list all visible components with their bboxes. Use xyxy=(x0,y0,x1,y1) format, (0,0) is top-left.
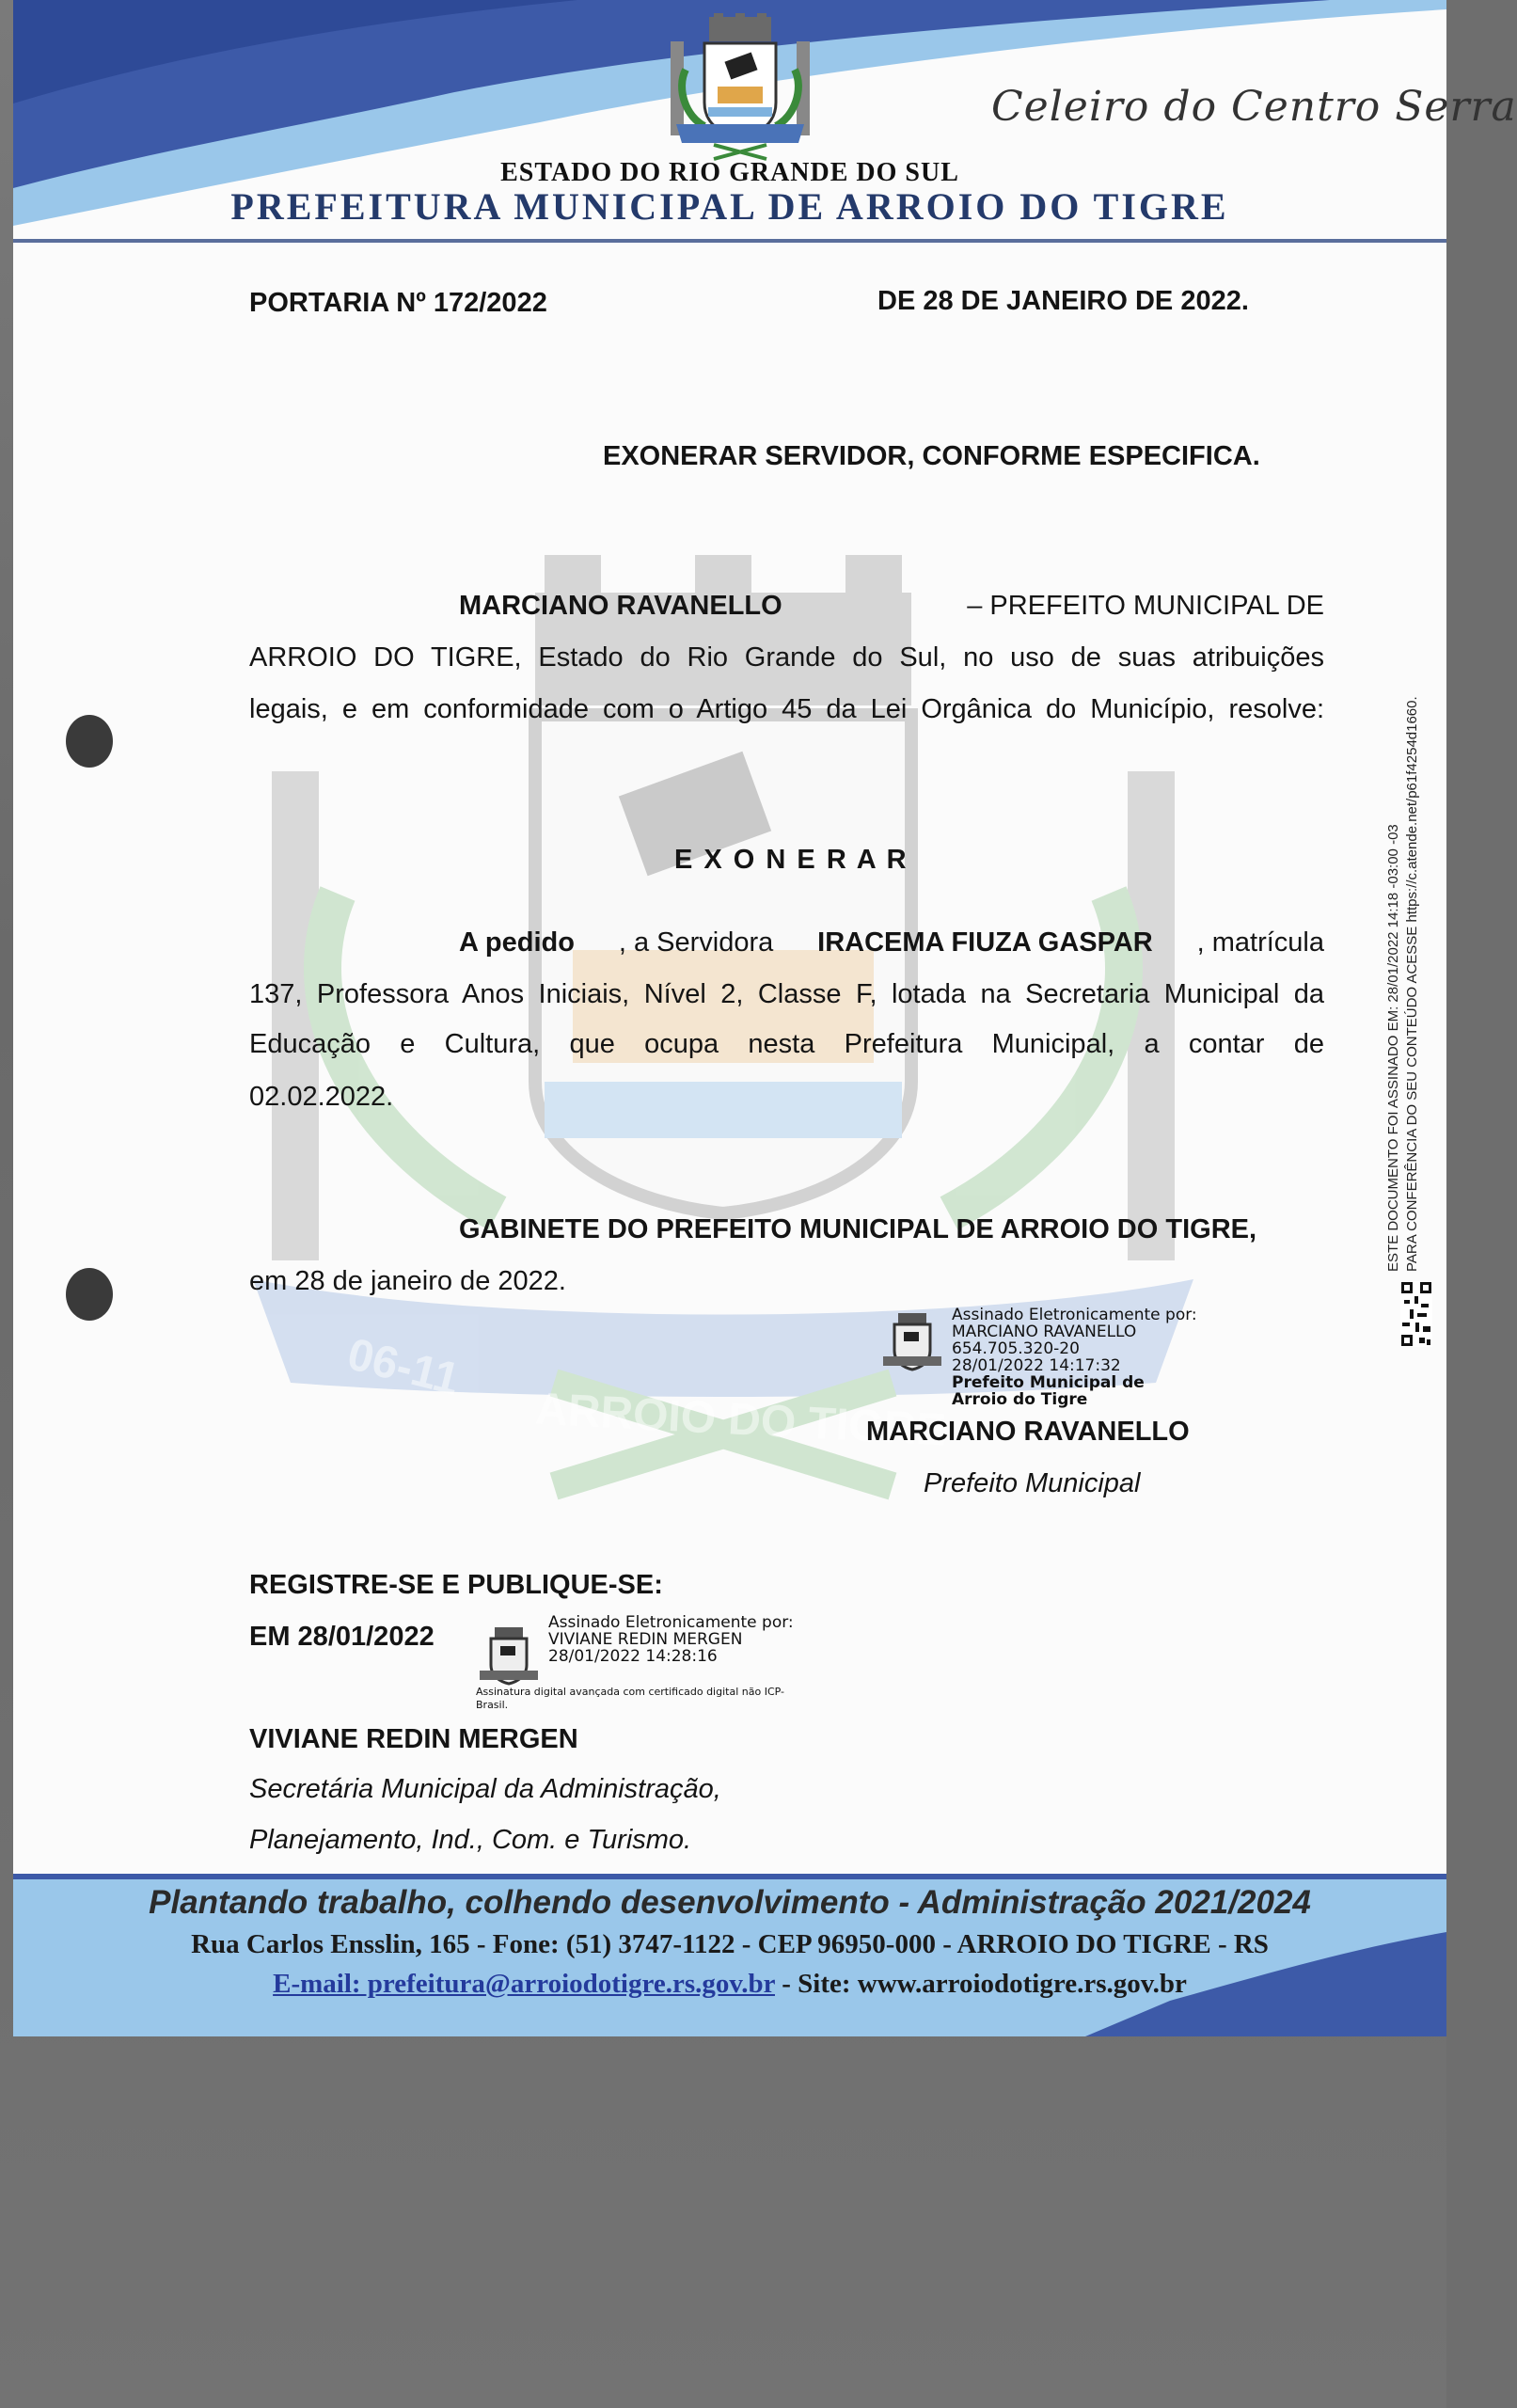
header-slogan: Celeiro do Centro Serra xyxy=(991,83,1517,131)
mayor-title: Prefeito Municipal xyxy=(924,1468,1141,1498)
punch-hole xyxy=(66,1268,113,1321)
header-city-title: PREFEITURA MUNICIPAL DE ARROIO DO TIGRE xyxy=(230,185,1229,228)
secretary-title-2: Planejamento, Ind., Com. e Turismo. xyxy=(249,1825,692,1855)
portaria-number: PORTARIA Nº 172/2022 xyxy=(249,288,547,318)
mayor-e-signature xyxy=(952,1307,1197,1408)
watermark-banner-number: 06-11 xyxy=(342,1329,465,1405)
register-heading: REGISTRE-SE E PUBLIQUE-SE: xyxy=(249,1570,663,1600)
header-divider xyxy=(13,239,1446,243)
body-request: A pedido xyxy=(459,927,575,958)
side-stamp-line-2: PARA CONFERÊNCIA DO SEU CONTEÚDO ACESSE https://c.atende.net/p61f4254d1660. xyxy=(1404,696,1420,1272)
qr-code-icon xyxy=(1400,1281,1432,1347)
secretary-name: VIVIANE REDIN MERGEN xyxy=(249,1724,578,1754)
mayor-name: MARCIANO RAVANELLO xyxy=(866,1417,1190,1447)
mayor-sig-role-1: Prefeito Municipal de xyxy=(952,1373,1145,1392)
register-date: EM 28/01/2022 xyxy=(249,1622,435,1652)
secretary-sig-note xyxy=(476,1686,784,1712)
portaria-date: DE 28 DE JANEIRO DE 2022. xyxy=(877,286,1249,316)
closing-date: em 28 de janeiro de 2022. xyxy=(249,1266,566,1296)
body-line-2: 137, Professora Anos Iniciais, Nível 2, Classe F, lotada na Secretaria Municipal da xyxy=(249,979,1324,1009)
document-page xyxy=(13,0,1517,2036)
secretary-sig-line-1: Assinado Eletronicamente por: xyxy=(548,1613,794,1632)
secretary-sig-note-1: Assinatura digital avançada com certificado digital não ICP- xyxy=(476,1686,784,1698)
body-line-1 xyxy=(459,927,1324,958)
header-state: ESTADO DO RIO GRANDE DO SUL xyxy=(500,158,959,187)
body-line-4: 02.02.2022. xyxy=(249,1082,394,1112)
watermark-banner-text: ARROIO DO TIGRE xyxy=(533,1384,948,1456)
footer-email-link[interactable]: E-mail: prefeitura@arroiodotigre.rs.gov.br xyxy=(273,1969,775,1999)
coat-of-arms-logo xyxy=(667,13,814,159)
preamble-line-1 xyxy=(459,591,1324,622)
secretary-title-1: Secretária Municipal da Administração, xyxy=(249,1774,721,1804)
action-heading: E X O N E R A R xyxy=(674,845,909,875)
preamble-line-2: ARROIO DO TIGRE, Estado do Rio Grande do Sul, no uso de suas atribuições xyxy=(249,642,1324,673)
closing-place: GABINETE DO PREFEITO MUNICIPAL DE ARROIO DO TIGRE, xyxy=(459,1214,1257,1244)
portaria-subject: EXONERAR SERVIDOR, CONFORME ESPECIFICA. xyxy=(603,441,1260,471)
punch-hole xyxy=(66,715,113,768)
body-servant-label: , a Servidora xyxy=(618,927,774,958)
signature-seal-icon xyxy=(480,1627,538,1687)
footer-address: Rua Carlos Ensslin, 165 - Fone: (51) 3747-1122 - CEP 96950-000 - ARROIO DO TIGRE - RS xyxy=(191,1929,1269,1959)
body-line-3: Educação e Cultura, que ocupa nesta Prefeitura Municipal, a contar de xyxy=(249,1029,1324,1059)
mayor-sig-line-1: Assinado Eletronicamente por: xyxy=(952,1306,1197,1324)
body-registration-label: , matrícula xyxy=(1196,927,1324,958)
preamble-line-3: legais, e em conformidade com o Artigo 45 da Lei Orgânica do Município, resolve: xyxy=(249,694,1324,724)
mayor-sig-line-2: MARCIANO RAVANELLO xyxy=(952,1323,1137,1341)
secretary-e-signature xyxy=(548,1614,794,1665)
preamble-role: – PREFEITO MUNICIPAL DE xyxy=(967,591,1324,621)
mayor-sig-line-4: 28/01/2022 14:17:32 xyxy=(952,1356,1121,1375)
footer-slogan: Plantando trabalho, colhendo desenvolvimento - Administração 2021/2024 xyxy=(149,1884,1311,1921)
side-stamp-line-1: ESTE DOCUMENTO FOI ASSINADO EM: 28/01/2022 14:18 -03:00 -03 xyxy=(1385,824,1401,1272)
footer-contact xyxy=(13,1969,1446,2000)
signature-seal-icon xyxy=(883,1313,941,1373)
secretary-sig-note-2: Brasil. xyxy=(476,1699,509,1711)
footer-site: - Site: www.arroiodotigre.rs.gov.br xyxy=(774,1969,1187,1999)
servant-name: IRACEMA FIUZA GASPAR xyxy=(817,927,1153,958)
mayor-name-inline: MARCIANO RAVANELLO xyxy=(459,591,782,621)
secretary-sig-line-3: 28/01/2022 14:28:16 xyxy=(548,1647,718,1666)
mayor-sig-role-2: Arroio do Tigre xyxy=(952,1390,1088,1409)
secretary-sig-line-2: VIVIANE REDIN MERGEN xyxy=(548,1630,743,1649)
mayor-sig-line-3: 654.705.320-20 xyxy=(952,1339,1080,1358)
